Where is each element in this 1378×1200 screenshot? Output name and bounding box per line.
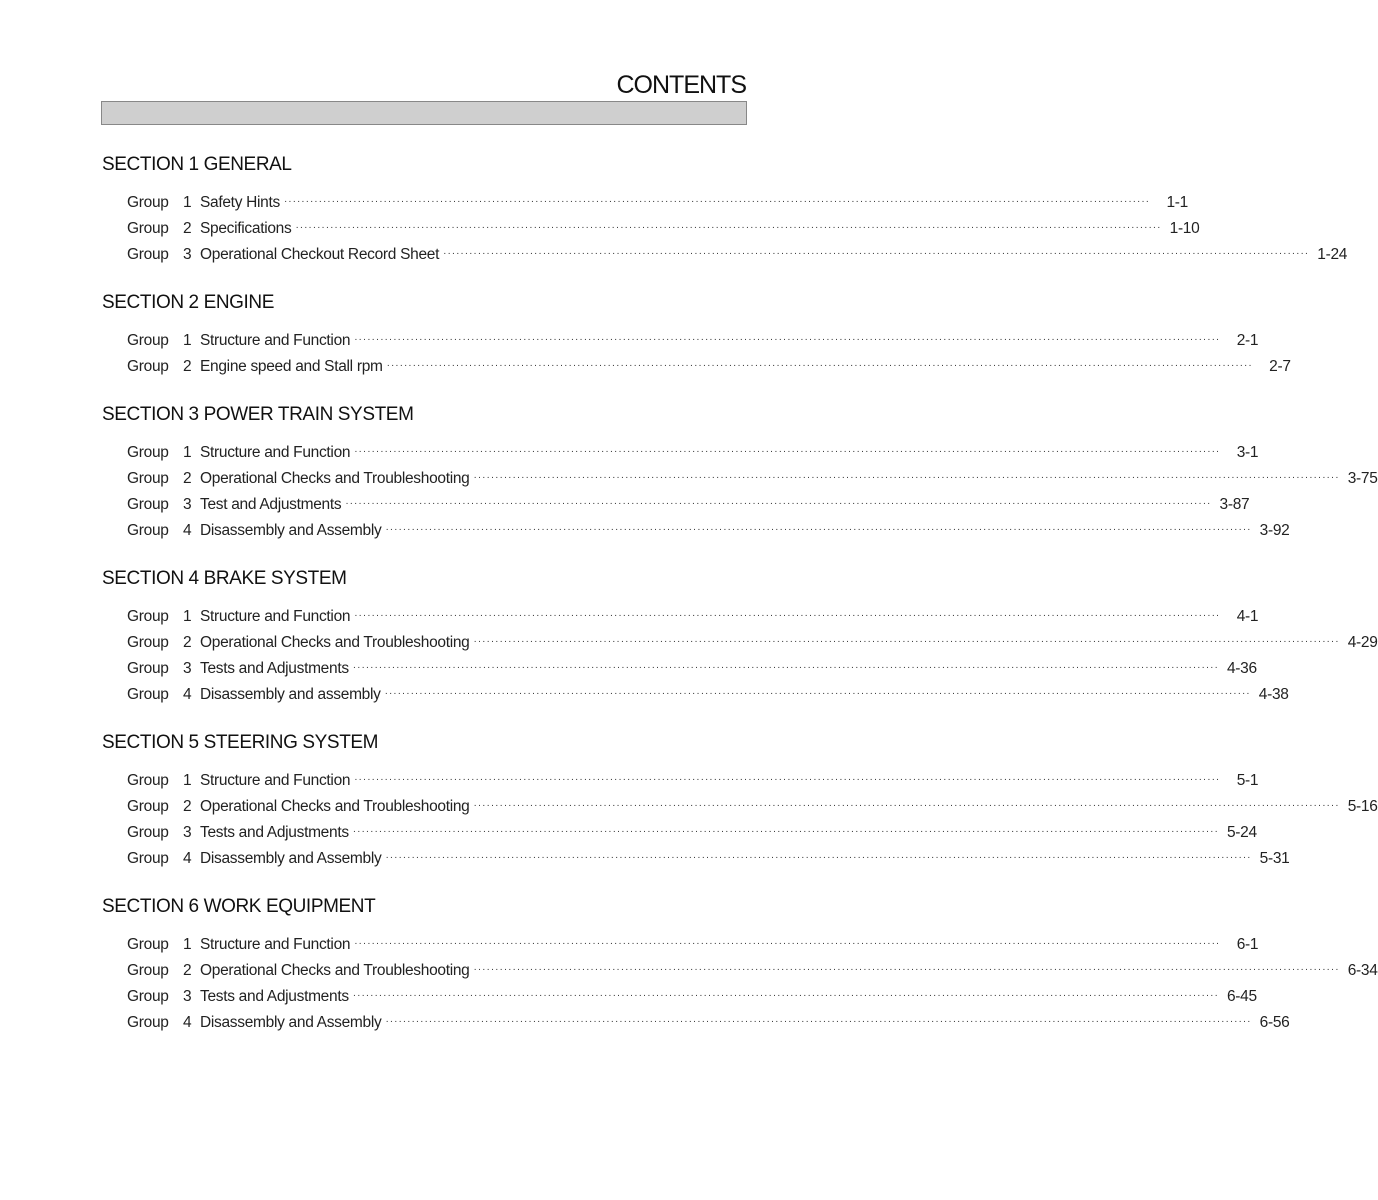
group-label: Group xyxy=(127,772,169,789)
page-number: 4-1 xyxy=(1236,608,1259,625)
dot-leader: ········································································································································································································ xyxy=(473,472,1340,483)
page-number: 6-1 xyxy=(1236,936,1259,953)
dot-leader: ········································································································································································································ xyxy=(283,196,1150,207)
group-number: 2 xyxy=(183,470,192,487)
dot-leader: ········································································································································································································ xyxy=(352,826,1219,837)
entry-title: Tests and Adjustments xyxy=(200,824,349,841)
toc-section xyxy=(102,892,1378,1036)
section-heading[interactable]: SECTION 3 POWER TRAIN SYSTEM xyxy=(102,404,414,425)
group-label: Group xyxy=(127,634,169,651)
dot-leader: ········································································································································································································ xyxy=(352,662,1219,673)
group-label: Group xyxy=(127,608,169,625)
group-number: 2 xyxy=(183,962,192,979)
toc-entry[interactable] xyxy=(127,820,1257,846)
toc-entry[interactable] xyxy=(127,466,1378,492)
group-number: 3 xyxy=(183,988,192,1005)
page-number: 3-92 xyxy=(1259,522,1290,539)
toc-entry[interactable] xyxy=(127,682,1289,708)
dot-leader: ········································································································································································································ xyxy=(345,498,1212,509)
dot-leader: ········································································································································································································ xyxy=(384,688,1251,699)
dot-leader: ········································································································································································································ xyxy=(443,248,1310,259)
group-number: 3 xyxy=(183,660,192,677)
page-number: 5-24 xyxy=(1226,824,1257,841)
section-heading[interactable]: SECTION 6 WORK EQUIPMENT xyxy=(102,896,376,917)
entry-title: Operational Checks and Troubleshooting xyxy=(200,470,470,487)
toc-entry[interactable] xyxy=(127,984,1257,1010)
toc-entry[interactable] xyxy=(127,440,1259,466)
page-number: 1-10 xyxy=(1169,220,1200,237)
group-number: 3 xyxy=(183,824,192,841)
group-label: Group xyxy=(127,988,169,1005)
entry-title: Specifications xyxy=(200,220,292,237)
group-label: Group xyxy=(127,194,169,211)
toc-entry[interactable] xyxy=(127,794,1378,820)
dot-leader: ········································································································································································································ xyxy=(473,964,1340,975)
toc-section xyxy=(102,400,1378,544)
page-number: 5-16 xyxy=(1347,798,1378,815)
group-number: 4 xyxy=(183,850,192,867)
toc-entry[interactable] xyxy=(127,242,1348,268)
toc-entry[interactable] xyxy=(127,630,1378,656)
group-label: Group xyxy=(127,246,169,263)
entry-title: Structure and Function xyxy=(200,332,351,349)
group-label: Group xyxy=(127,1014,169,1031)
group-number: 3 xyxy=(183,496,192,513)
group-number: 3 xyxy=(183,246,192,263)
group-number: 2 xyxy=(183,634,192,651)
entry-title: Structure and Function xyxy=(200,936,351,953)
dot-leader: ········································································································································································································ xyxy=(354,938,1221,949)
table-of-contents xyxy=(102,150,1378,1056)
entry-title: Tests and Adjustments xyxy=(200,988,349,1005)
group-label: Group xyxy=(127,824,169,841)
page-number: 6-34 xyxy=(1347,962,1378,979)
group-label: Group xyxy=(127,962,169,979)
group-label: Group xyxy=(127,332,169,349)
entry-title: Tests and Adjustments xyxy=(200,660,349,677)
group-number: 4 xyxy=(183,1014,192,1031)
entry-title: Engine speed and Stall rpm xyxy=(200,358,383,375)
dot-leader: ········································································································································································································ xyxy=(354,610,1221,621)
page-number: 2-1 xyxy=(1236,332,1259,349)
page-number: 2-7 xyxy=(1269,358,1291,375)
group-number: 2 xyxy=(183,220,192,237)
entry-title: Operational Checks and Troubleshooting xyxy=(200,634,470,651)
page-number: 1-1 xyxy=(1166,194,1188,211)
dot-leader: ········································································································································································································ xyxy=(354,774,1221,785)
page-number: 1-24 xyxy=(1317,246,1348,263)
entry-title: Test and Adjustments xyxy=(200,496,342,513)
toc-entry[interactable] xyxy=(127,492,1250,518)
group-number: 1 xyxy=(183,608,192,625)
group-number: 1 xyxy=(183,332,192,349)
dot-leader: ········································································································································································································ xyxy=(352,990,1219,1001)
dot-leader: ········································································································································································································ xyxy=(386,360,1253,371)
group-label: Group xyxy=(127,798,169,815)
group-label: Group xyxy=(127,444,169,461)
group-label: Group xyxy=(127,470,169,487)
page-number: 4-36 xyxy=(1226,660,1257,677)
page-number: 3-1 xyxy=(1236,444,1259,461)
toc-entry[interactable] xyxy=(127,190,1188,216)
toc-entry[interactable] xyxy=(127,768,1259,794)
page-number: 3-75 xyxy=(1347,470,1378,487)
toc-section xyxy=(102,728,1378,872)
entry-title: Disassembly and Assembly xyxy=(200,1014,382,1031)
toc-entry[interactable] xyxy=(127,518,1290,544)
entry-title: Disassembly and assembly xyxy=(200,686,381,703)
dot-leader: ········································································································································································································ xyxy=(354,446,1221,457)
group-number: 2 xyxy=(183,358,192,375)
entry-title: Operational Checkout Record Sheet xyxy=(200,246,440,263)
toc-entry[interactable] xyxy=(127,604,1259,630)
entry-title: Structure and Function xyxy=(200,608,351,625)
group-label: Group xyxy=(127,936,169,953)
toc-entry[interactable] xyxy=(127,932,1259,958)
toc-entry[interactable] xyxy=(127,328,1259,354)
page-number: 4-38 xyxy=(1258,686,1289,703)
page-title: CONTENTS xyxy=(616,71,746,99)
group-number: 1 xyxy=(183,194,192,211)
group-label: Group xyxy=(127,522,169,539)
dot-leader: ········································································································································································································ xyxy=(295,222,1162,233)
section-heading[interactable]: SECTION 4 BRAKE SYSTEM xyxy=(102,568,347,589)
entry-title: Structure and Function xyxy=(200,772,351,789)
toc-section xyxy=(102,288,1291,380)
group-number: 1 xyxy=(183,936,192,953)
entry-title: Operational Checks and Troubleshooting xyxy=(200,798,470,815)
dot-leader: ········································································································································································································ xyxy=(354,334,1221,345)
entry-title: Operational Checks and Troubleshooting xyxy=(200,962,470,979)
toc-section xyxy=(102,564,1378,708)
section-heading[interactable]: SECTION 1 GENERAL xyxy=(102,154,292,175)
section-heading[interactable]: SECTION 2 ENGINE xyxy=(102,292,275,313)
group-number: 4 xyxy=(183,686,192,703)
page-number: 6-56 xyxy=(1259,1014,1290,1031)
entry-title: Disassembly and Assembly xyxy=(200,850,382,867)
group-label: Group xyxy=(127,358,169,375)
group-number: 2 xyxy=(183,798,192,815)
section-heading[interactable]: SECTION 5 STEERING SYSTEM xyxy=(102,732,379,753)
title-bar xyxy=(101,101,747,125)
dot-leader: ········································································································································································································ xyxy=(473,636,1340,647)
entry-title: Safety Hints xyxy=(200,194,280,211)
toc-entry[interactable] xyxy=(127,354,1291,380)
entry-title: Disassembly and Assembly xyxy=(200,522,382,539)
group-label: Group xyxy=(127,660,169,677)
page-number: 5-31 xyxy=(1259,850,1290,867)
toc-entry[interactable] xyxy=(127,846,1290,872)
group-label: Group xyxy=(127,686,169,703)
group-number: 1 xyxy=(183,772,192,789)
page-number: 3-87 xyxy=(1219,496,1250,513)
page-number: 4-29 xyxy=(1347,634,1378,651)
group-label: Group xyxy=(127,850,169,867)
page-number: 6-45 xyxy=(1226,988,1257,1005)
toc-entry[interactable] xyxy=(127,1010,1290,1036)
group-number: 1 xyxy=(183,444,192,461)
entry-title: Structure and Function xyxy=(200,444,351,461)
toc-entry[interactable] xyxy=(127,656,1257,682)
page-number: 5-1 xyxy=(1236,772,1259,789)
toc-entry[interactable] xyxy=(127,958,1378,984)
dot-leader: ········································································································································································································ xyxy=(385,1016,1252,1027)
toc-section xyxy=(102,150,1348,268)
toc-entry[interactable] xyxy=(127,216,1200,242)
dot-leader: ········································································································································································································ xyxy=(473,800,1340,811)
group-label: Group xyxy=(127,496,169,513)
group-label: Group xyxy=(127,220,169,237)
group-number: 4 xyxy=(183,522,192,539)
dot-leader: ········································································································································································································ xyxy=(385,524,1252,535)
dot-leader: ········································································································································································································ xyxy=(385,852,1252,863)
